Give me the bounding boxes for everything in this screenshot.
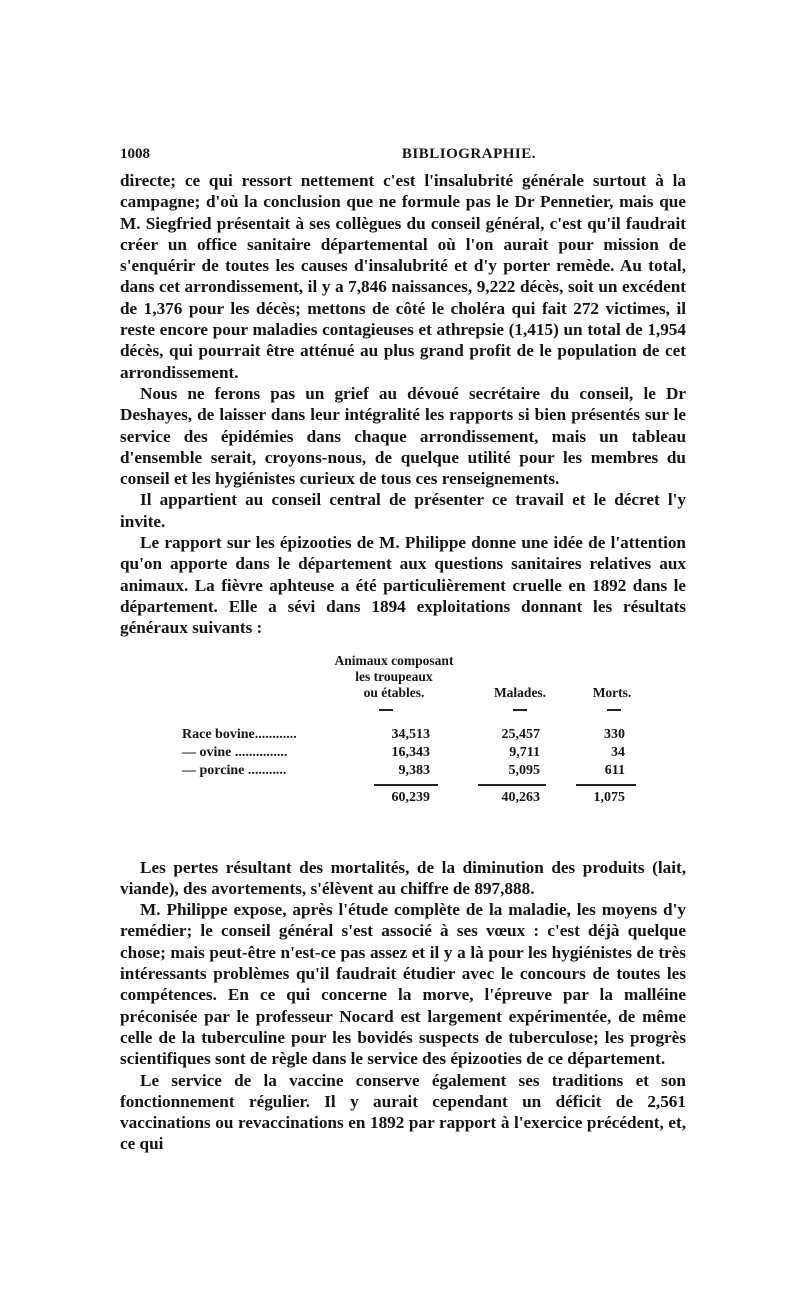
row-label-ovine: — ovine ............... [182, 744, 288, 760]
paragraph: Nous ne ferons pas un grief au dévoué secrétaire du conseil, le Dr Deshayes, de laisser dans leur intégralité les rapports si bien présentés sur le service des épidémies dans chaque arrondissement, mais un tableau d'ensemble serait, croyons-nous, de quelque utilité pour les membres du conseil et les hygiénistes curieux de tous ces renseignements. [120, 383, 686, 489]
paragraph: Le service de la vaccine conserve également ses traditions et son fonctionnement régulier. Il y aurait cependant un déficit de 2,561 vaccinations ou revaccinations en 1892 par rapport à l'exercice précédent, et, ce qui [120, 1070, 686, 1154]
cell-malades: 25,457 [501, 726, 540, 742]
running-header [120, 146, 686, 170]
cell-malades: 9,711 [509, 744, 540, 760]
document-page [120, 146, 686, 1155]
row-label-porcine: — porcine ........... [182, 762, 287, 778]
cell-morts: 611 [604, 762, 625, 778]
paragraph: directe; ce qui ressort nettement c'est l'insalubrité générale surtout à la campagne; d'où la conclusion que ne formule pas le Dr Pennetier, mais que M. Siegfried présentait à ses collègues du conseil général, c'est qu'il faudrait créer un office sanitaire départemental où l'on aurait pour mission de s'enquérir de toutes les causes d'insalubrité et d'y porter remède. Au total, dans cet arrondissement, il y a 7,846 naissances, 9,222 décès, soit un excédent de 1,376 pour les décès; mettons de côté le choléra qui fait 272 victimes, il reste encore pour maladies contagieuses et athrepsie (1,415) un total de 1,954 décès, qui pourrait être atténué au plus grand profit de le population de cet arrondissement. [120, 171, 686, 382]
header-dash [379, 709, 393, 711]
header-dash [513, 709, 527, 711]
cell-malades: 5,095 [508, 762, 540, 778]
col-header-malades: Malades. [493, 684, 547, 700]
paragraph: Il appartient au conseil central de présenter ce travail et le décret l'y invite. [120, 490, 686, 531]
cell-animaux: 34,513 [391, 726, 430, 742]
paragraph: Le rapport sur les épizooties de M. Philippe donne une idée de l'attention qu'on apporte dans le département aux questions sanitaires relatives aux animaux. La fièvre aphteuse a été particulièrement cruelle en 1892 dans le département. Elle a sévi dans 1894 exploitations donnant les résultats généraux suivants : [120, 533, 686, 638]
epizootie-table [120, 653, 686, 843]
total-rule [478, 784, 546, 786]
total-morts: 1,075 [593, 789, 625, 805]
col-header-animaux: Animaux composant les troupeaux ou étables. [334, 652, 454, 700]
row-label-bovine: Race bovine............ [182, 726, 297, 742]
total-rule [374, 784, 438, 786]
paragraph: M. Philippe expose, après l'étude complète de la maladie, les moyens d'y remédier; le conseil général s'est associé à ses vœux : c'est déjà quelque chose; mais peut-être n'est-ce pas assez et il y a là pour les hygiénistes de très intéressants problèmes qu'il faudrait étudier avec le concours de toutes les compétences. En ce qui concerne la morve, l'épreuve par la malléine préconisée par le professeur Nocard est largement expérimentée, de même celle de la tuberculine pour les bovidés suspects de tuberculose; les progrès scientifiques sont de règle dans le service des épizooties de ce département. [120, 900, 686, 1069]
cell-animaux: 9,383 [398, 762, 430, 778]
total-animaux: 60,239 [391, 789, 430, 805]
header-dash [607, 709, 621, 711]
col-header-morts: Morts. [592, 684, 632, 700]
page-number: 1008 [120, 146, 150, 162]
header-title: BIBLIOGRAPHIE. [401, 146, 536, 162]
total-rule [576, 784, 636, 786]
cell-morts: 34 [611, 744, 625, 760]
total-malades: 40,263 [501, 789, 540, 805]
paragraph: Les pertes résultant des mortalités, de la diminution des produits (lait, viande), des avortements, s'élèvent au chiffre de 897,888. [120, 857, 686, 898]
cell-animaux: 16,343 [391, 744, 430, 760]
cell-morts: 330 [604, 726, 625, 742]
